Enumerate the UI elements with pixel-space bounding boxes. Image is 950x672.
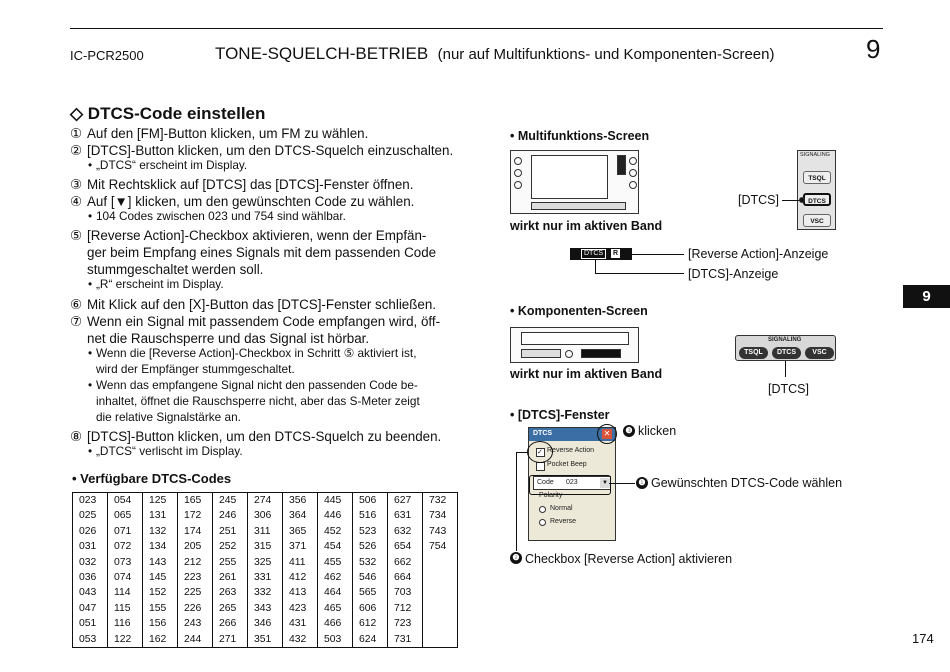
code-cell: 131 <box>149 510 167 522</box>
code-cell: 271 <box>219 633 237 645</box>
bullet: • <box>88 277 93 291</box>
code-cell: 212 <box>184 556 202 568</box>
code-cell: 754 <box>429 541 447 553</box>
code-cell: 116 <box>114 618 131 630</box>
close-highlight-ring <box>597 424 617 444</box>
page-title <box>215 44 774 64</box>
dtcs-indicator-label: [DTCS]-Anzeige <box>688 267 779 281</box>
component-signaling-title: SIGNALING <box>768 337 802 343</box>
code-cell: 165 <box>184 495 202 506</box>
code-cell: 627 <box>394 495 412 506</box>
reverse-r-badge: R <box>613 250 619 257</box>
tsql-button[interactable]: TSQL <box>803 171 831 184</box>
code-cell: 065 <box>114 510 132 522</box>
code-cell: 703 <box>394 587 412 599</box>
code-cell: 346 <box>254 618 272 630</box>
display-strip <box>570 248 632 260</box>
code-cell: 205 <box>184 541 202 553</box>
bullet: • <box>88 378 93 392</box>
step-number: ④ <box>70 194 83 209</box>
dtcs-button[interactable]: DTCS <box>803 193 831 206</box>
callout-3-text: klicken <box>638 424 677 438</box>
code-cell: 432 <box>289 633 307 645</box>
code-cell: 274 <box>254 495 272 506</box>
code-cell: 266 <box>219 618 237 630</box>
code-cell: 244 <box>184 633 202 645</box>
signaling-title: SIGNALING <box>800 152 830 158</box>
code-cell: 036 <box>79 572 97 584</box>
code-cell: 032 <box>79 556 97 568</box>
codes-column <box>283 493 318 648</box>
code-cell: 466 <box>324 618 342 630</box>
code-cell: 025 <box>79 510 97 522</box>
multi-screen-thumbnail <box>510 150 639 214</box>
step-item <box>70 227 426 244</box>
chevron-down-icon[interactable]: ▼ <box>600 478 610 488</box>
code-cell: 074 <box>114 572 132 584</box>
note-text: „DTCS“ erscheint im Display. <box>96 158 248 172</box>
multi-screen-title: • Multifunktions-Screen <box>510 129 650 143</box>
dtcs-label: [DTCS] <box>738 193 779 207</box>
step-note <box>88 444 243 459</box>
step-number: ③ <box>70 177 83 192</box>
reverse-action-label: Reverse Action <box>547 447 595 454</box>
code-cell: 546 <box>359 572 377 584</box>
code-cell: 632 <box>394 525 412 537</box>
code-cell: 252 <box>219 541 237 553</box>
code-cell: 654 <box>394 541 412 553</box>
reverse-action-checkbox[interactable]: ✓ <box>536 448 545 457</box>
section-heading: ◇ DTCS-Code einstellen <box>70 104 266 123</box>
callout-3-marker: ❸ <box>623 425 635 437</box>
code-label: Code <box>537 479 554 486</box>
code-cell: 526 <box>359 541 377 553</box>
codes-column <box>388 493 423 648</box>
callout-2-leader-top <box>516 452 527 453</box>
dtcs-window-caption: DTCS <box>533 430 553 437</box>
code-cell: 152 <box>149 587 167 599</box>
step-item <box>70 142 453 159</box>
step-number: ⑦ <box>70 314 83 329</box>
code-cell: 732 <box>429 495 447 506</box>
code-cell: 365 <box>289 525 307 537</box>
step-continuation: net die Rauschsperre und das Signal ist hörbar. <box>87 331 370 346</box>
code-cell: 115 <box>114 602 131 614</box>
bullet: • <box>88 209 93 223</box>
component-screen-caption: wirkt nur im aktiven Band <box>510 367 663 381</box>
dtcs-display-leader-h <box>595 273 684 274</box>
step-text: [DTCS]-Button klicken, um den DTCS-Squelch zu beenden. <box>87 429 442 444</box>
code-cell: 664 <box>394 572 412 584</box>
code-cell <box>429 585 457 600</box>
code-cell: 624 <box>359 633 377 645</box>
page-number: 174 <box>912 631 934 646</box>
code-cell: 306 <box>254 510 272 522</box>
component-signaling-panel <box>735 335 836 361</box>
bullet: • <box>88 158 93 172</box>
component-dtcs-label: [DTCS] <box>768 382 809 396</box>
code-highlight-box <box>529 475 611 495</box>
code-cell: 631 <box>394 510 412 522</box>
code-cell: 412 <box>289 572 307 584</box>
step-number: ② <box>70 143 83 158</box>
component-screen-thumbnail <box>510 327 639 363</box>
step-note-continuation: wird der Empfänger stummgeschaltet. <box>96 362 295 376</box>
step-item <box>70 176 413 193</box>
page-title-main: TONE-SQUELCH-BETRIEB <box>215 44 429 63</box>
code-cell: 132 <box>149 525 167 537</box>
reverse-leader <box>632 254 684 255</box>
code-cell: 503 <box>324 633 342 645</box>
code-cell <box>429 616 457 631</box>
code-cell: 054 <box>114 495 132 506</box>
step-note <box>88 378 418 393</box>
note-text: „DTCS“ verlischt im Display. <box>96 444 243 458</box>
code-cell: 612 <box>359 618 377 630</box>
step-text: [DTCS]-Button klicken, um den DTCS-Squelch einzuschalten. <box>87 143 454 158</box>
code-cell: 462 <box>324 572 342 584</box>
step-note <box>88 346 416 361</box>
code-cell: 226 <box>184 602 202 614</box>
code-cell: 072 <box>114 541 132 553</box>
step-item <box>70 428 441 445</box>
model-name: IC-PCR2500 <box>70 48 144 63</box>
code-cell: 073 <box>114 556 132 568</box>
codes-column <box>423 493 458 648</box>
note-text: Wenn die [Reverse Action]-Checkbox in Schritt ⑤ aktiviert ist, <box>96 346 417 360</box>
callout-2-marker: ❷ <box>510 552 522 564</box>
step-note-continuation: die relative Signalstärke an. <box>96 410 241 424</box>
code-cell: 325 <box>254 556 272 568</box>
dtcs-leader-dot <box>799 197 805 203</box>
code-cell: 174 <box>184 525 202 537</box>
signaling-panel <box>797 150 836 230</box>
step-continuation: stummgeschaltet werden soll. <box>87 262 264 277</box>
code-cell: 053 <box>79 633 97 645</box>
note-text: „R“ erscheint im Display. <box>96 277 224 291</box>
code-cell: 261 <box>219 572 237 584</box>
codes-column <box>248 493 283 648</box>
codes-column <box>108 493 143 648</box>
codes-table <box>72 492 458 648</box>
code-cell: 452 <box>324 525 342 537</box>
code-cell: 364 <box>289 510 307 522</box>
code-value: 023 <box>566 479 578 486</box>
step-continuation: ger beim Empfang eines Signals mit dem passenden Code <box>87 245 437 260</box>
codes-column <box>143 493 178 648</box>
code-cell <box>429 555 457 570</box>
code-cell: 606 <box>359 602 377 614</box>
code-cell: 723 <box>394 618 412 630</box>
step-number: ⑤ <box>70 228 83 243</box>
reverse-action-indicator-label: [Reverse Action]-Anzeige <box>688 247 829 261</box>
step-text: Wenn ein Signal mit passendem Code empfangen wird, öff- <box>87 314 441 329</box>
step-text: [Reverse Action]-Checkbox aktivieren, wenn der Empfän- <box>87 228 427 243</box>
code-cell: 311 <box>254 525 271 537</box>
code-cell: 371 <box>289 541 307 553</box>
code-cell: 255 <box>219 556 237 568</box>
code-cell: 251 <box>219 525 237 537</box>
code-cell: 051 <box>79 618 97 630</box>
component-screen-title: • Komponenten-Screen <box>510 304 648 318</box>
page-title-sub: (nur auf Multifunktions- und Komponenten-Screen) <box>437 46 775 63</box>
dtcs-window-title: • [DTCS]-Fenster <box>510 408 610 422</box>
code-cell <box>429 632 457 647</box>
chapter-number: 9 <box>866 34 881 64</box>
codes-column <box>353 493 388 648</box>
code-cell: 431 <box>289 618 307 630</box>
codes-column <box>213 493 248 648</box>
code-cell: 125 <box>149 495 167 506</box>
code-cell: 743 <box>429 525 447 537</box>
pocket-beep-checkbox[interactable] <box>536 462 545 471</box>
note-text: Wenn das empfangene Signal nicht den passenden Code be- <box>96 378 418 392</box>
polarity-label: Polarity <box>539 492 563 499</box>
close-icon[interactable]: ✕ <box>603 429 611 438</box>
step-item <box>70 125 368 142</box>
callout-1-leader <box>609 483 635 484</box>
step-item <box>70 313 440 330</box>
normal-label: Normal <box>550 505 573 512</box>
step-note <box>88 158 247 173</box>
code-cell: 023 <box>79 495 97 506</box>
code-cell: 031 <box>79 541 97 553</box>
codes-column <box>318 493 353 648</box>
code-cell: 143 <box>149 556 167 568</box>
step-text: Auf den [FM]-Button klicken, um FM zu wählen. <box>87 126 369 141</box>
step-note <box>88 209 346 224</box>
step-text: Mit Rechtsklick auf [DTCS] das [DTCS]-Fenster öffnen. <box>87 177 414 192</box>
code-cell <box>429 601 457 616</box>
code-cell <box>429 570 457 585</box>
step-number: ① <box>70 126 83 141</box>
step-item <box>70 296 436 313</box>
code-cell: 516 <box>359 510 377 522</box>
code-cell: 413 <box>289 587 307 599</box>
code-cell: 243 <box>184 618 202 630</box>
code-cell: 225 <box>184 587 202 599</box>
code-cell: 565 <box>359 587 377 599</box>
code-cell: 145 <box>149 572 167 584</box>
code-cell: 223 <box>184 572 202 584</box>
step-text: Mit Klick auf den [X]-Button das [DTCS]-Fenster schließen. <box>87 297 437 312</box>
code-cell: 532 <box>359 556 377 568</box>
code-cell: 662 <box>394 556 412 568</box>
code-cell: 114 <box>114 587 131 599</box>
code-cell: 026 <box>79 525 97 537</box>
codes-column <box>178 493 213 648</box>
codes-title: • Verfügbare DTCS-Codes <box>72 471 232 486</box>
bullet: • <box>88 346 93 360</box>
pocket-beep-label: Pocket Beep <box>547 461 587 468</box>
bullet: • <box>88 444 93 458</box>
code-cell: 156 <box>149 618 167 630</box>
checkbox-highlight-ring <box>527 441 553 463</box>
code-cell: 331 <box>254 572 272 584</box>
code-cell: 446 <box>324 510 342 522</box>
code-cell: 734 <box>429 510 447 522</box>
step-number: ⑧ <box>70 429 83 444</box>
step-note-continuation: inhaltet, öffnet die Rauschsperre nicht, aber das S-Meter zeigt <box>96 394 420 408</box>
code-cell: 047 <box>79 602 97 614</box>
code-cell: 043 <box>79 587 97 599</box>
dtcs-display-leader-v <box>595 260 596 274</box>
component-vsc-button[interactable]: VSC <box>805 347 834 359</box>
step-item <box>70 193 414 210</box>
code-cell: 134 <box>149 541 167 553</box>
callout-2-text: Checkbox [Reverse Action] aktivieren <box>525 552 733 566</box>
code-cell: 454 <box>324 541 342 553</box>
code-cell: 122 <box>114 633 132 645</box>
multi-screen-caption: wirkt nur im aktiven Band <box>510 219 663 233</box>
code-cell: 465 <box>324 602 342 614</box>
code-cell: 464 <box>324 587 342 599</box>
reverse-polarity-label: Reverse <box>550 518 577 525</box>
step-note <box>88 277 224 292</box>
code-cell: 245 <box>219 495 237 506</box>
code-cell: 523 <box>359 525 377 537</box>
code-cell: 356 <box>289 495 307 506</box>
code-cell: 411 <box>289 556 306 568</box>
component-tsql-button[interactable]: TSQL <box>739 347 768 359</box>
chapter-tab: 9 <box>903 285 950 308</box>
code-cell: 246 <box>219 510 237 522</box>
step-text: Auf [▼] klicken, um den gewünschten Code zu wählen. <box>87 194 415 209</box>
code-cell: 351 <box>254 633 272 645</box>
reverse-radio[interactable] <box>539 519 546 526</box>
code-cell: 162 <box>149 633 167 645</box>
dtcs-display-badge: DTCS <box>581 249 606 259</box>
code-cell: 071 <box>114 525 132 537</box>
code-cell: 731 <box>394 633 412 645</box>
code-cell: 445 <box>324 495 342 506</box>
callout-1-text: Gewünschten DTCS-Code wählen <box>651 476 843 490</box>
step-number: ⑥ <box>70 297 83 312</box>
callout-2-leader-v <box>516 452 517 551</box>
component-dtcs-button[interactable]: DTCS <box>772 347 801 359</box>
code-cell: 265 <box>219 602 237 614</box>
component-dtcs-leader <box>785 361 786 377</box>
callout-1-marker: ❶ <box>636 477 648 489</box>
code-cell: 506 <box>359 495 377 506</box>
code-cell: 423 <box>289 602 307 614</box>
note-text: 104 Codes zwischen 023 und 754 sind wählbar. <box>96 209 346 223</box>
code-cell: 315 <box>254 541 272 553</box>
code-cell: 332 <box>254 587 272 599</box>
normal-radio[interactable] <box>539 506 546 513</box>
code-cell: 263 <box>219 587 237 599</box>
code-cell: 155 <box>149 602 167 614</box>
code-cell: 343 <box>254 602 272 614</box>
code-cell: 455 <box>324 556 342 568</box>
code-cell: 712 <box>394 602 412 614</box>
code-cell: 172 <box>184 510 202 522</box>
header-rule <box>70 28 883 29</box>
codes-column <box>73 493 108 648</box>
vsc-button[interactable]: VSC <box>803 214 831 227</box>
